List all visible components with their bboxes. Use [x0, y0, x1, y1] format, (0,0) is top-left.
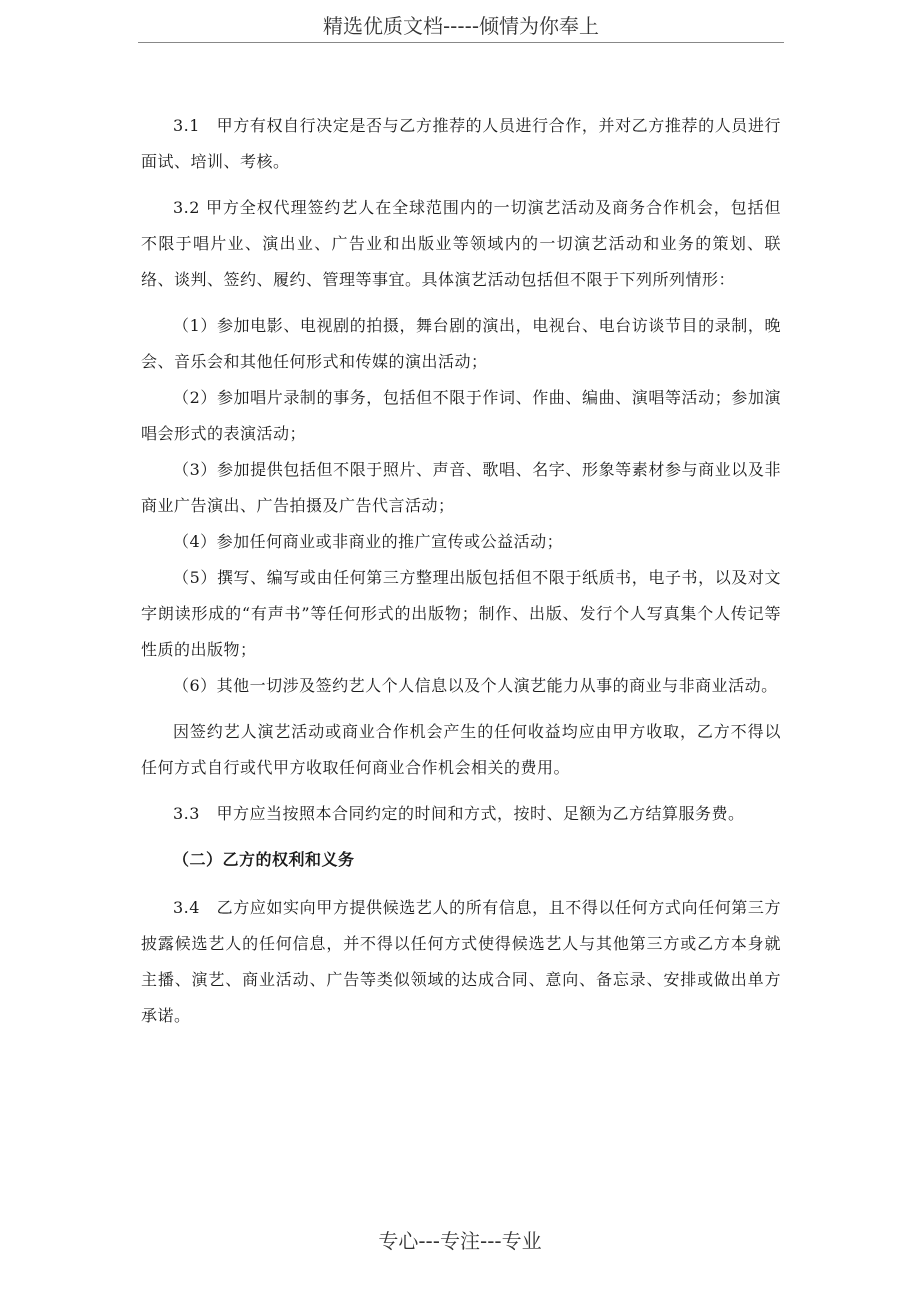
list-item-3: （3）参加提供包括但不限于照片、声音、歌唱、名字、形象等素材参与商业以及非商业广告演出、广告拍摄及广告代言活动； [141, 460, 781, 515]
clause-3-4: 3.4 乙方应如实向甲方提供候选艺人的所有信息，且不得以任何方式向任何第三方披露候选艺人的任何信息，并不得以任何方式使得候选艺人与其他第三方或乙方本身就主播、演艺、商业活动、广告等类似领域的达成合同、意向、备忘录、安排或做出单方承诺。 [141, 898, 781, 1025]
clause-3-3: 3.3 甲方应当按照本合同约定的时间和方式，按时、足额为乙方结算服务费。 [173, 804, 745, 823]
page-footer: 专心---专注---专业 [378, 1229, 542, 1253]
clause-3-2: 3.2 甲方全权代理签约艺人在全球范围内的一切演艺活动及商务合作机会，包括但不限于唱片业、演出业、广告业和出版业等领域内的一切演艺活动和业务的策划、联络、谈判、签约、履约、管理等事宜。具体演艺活动包括但不限于下列所列情形： [141, 198, 781, 289]
income-paragraph: 因签约艺人演艺活动或商业合作机会产生的任何收益均应由甲方收取，乙方不得以任何方式自行或代甲方收取任何商业合作机会相关的费用。 [141, 722, 781, 777]
list-item-1: （1）参加电影、电视剧的拍摄，舞台剧的演出，电视台、电台访谈节目的录制，晚会、音乐会和其他任何形式和传媒的演出活动； [141, 316, 781, 371]
document-body [141, 108, 781, 1044]
list-item-5: （5）撰写、编写或由任何第三方整理出版包括但不限于纸质书，电子书，以及对文字朗读形成的“有声书”等任何形式的出版物；制作、出版、发行个人写真集个人传记等性质的出版物； [141, 568, 781, 659]
list-item-6: （6）其他一切涉及签约艺人个人信息以及个人演艺能力从事的商业与非商业活动。 [173, 676, 778, 695]
list-item-4: （4）参加任何商业或非商业的推广宣传或公益活动； [173, 532, 564, 551]
header-divider [138, 42, 784, 43]
list-item-2: （2）参加唱片录制的事务，包括但不限于作词、作曲、编曲、演唱等活动；参加演唱会形式的表演活动； [141, 388, 781, 443]
section-heading: （二）乙方的权利和义务 [173, 850, 355, 869]
page-header: 精选优质文档-----倾情为你奉上 [322, 14, 600, 38]
clause-3-1: 3.1 甲方有权自行决定是否与乙方推荐的人员进行合作，并对乙方推荐的人员进行面试、培训、考核。 [141, 116, 781, 171]
